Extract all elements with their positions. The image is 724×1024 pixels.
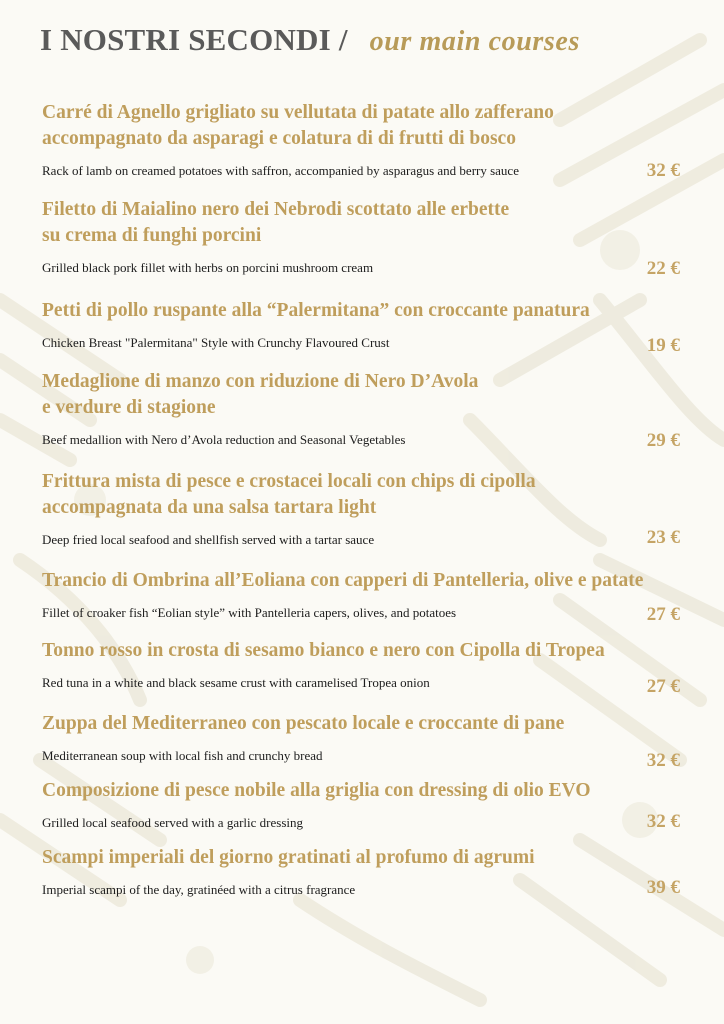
item-price: 27 €	[646, 676, 680, 697]
item-description: Fillet of croaker fish “Eolian style” with Pantelleria capers, olives, and potatoes	[42, 605, 457, 620]
item-price: 29 €	[646, 430, 680, 451]
item-name-line: Tonno rosso in crosta di sesamo bianco e nero con Cipolla di Tropea	[42, 640, 605, 661]
item-name-line: Filetto di Maialino nero dei Nebrodi scottato alle erbette	[42, 199, 510, 220]
item-price: 32 €	[646, 750, 680, 771]
item-description: Grilled black pork fillet with herbs on porcini mushroom cream	[42, 260, 374, 275]
item-name-line: Petti di pollo ruspante alla “Palermitana” con croccante panatura	[42, 300, 590, 321]
item-name-line: Carré di Agnello grigliato su vellutata di patate allo zafferano	[42, 102, 554, 123]
item-name-line: Trancio di Ombrina all’Eoliana con capperi di Pantelleria, olive e patate	[42, 570, 644, 591]
menu-item-croaker	[0, 568, 724, 625]
item-price: 27 €	[646, 604, 680, 625]
menu-item-scampi	[0, 845, 724, 899]
menu-item-soup	[0, 711, 724, 771]
item-name-line: accompagnata da una salsa tartara light	[42, 497, 377, 518]
item-name-line: Scampi imperiali del giorno gratinati al profumo di agrumi	[42, 847, 535, 868]
item-name-line: Zuppa del Mediterraneo con pescato locale e croccante di pane	[42, 713, 565, 734]
item-price: 32 €	[646, 811, 680, 832]
item-price: 39 €	[646, 877, 680, 898]
page-title	[40, 22, 580, 58]
item-name-line: su crema di funghi porcini	[42, 225, 262, 246]
item-description: Red tuna in a white and black sesame crust with caramelised Tropea onion	[42, 675, 430, 690]
menu-item-grilled-fish	[0, 778, 724, 832]
item-name-line: accompagnato da asparagi e colatura di di frutti di bosco	[42, 128, 516, 149]
item-description: Grilled local seafood served with a garlic dressing	[42, 815, 303, 830]
item-name-line: Composizione di pesce nobile alla griglia con dressing di olio EVO	[42, 780, 591, 801]
item-description: Beef medallion with Nero d’Avola reduction and Seasonal Vegetables	[42, 432, 406, 447]
item-name-line: e verdure di stagione	[42, 397, 216, 418]
item-name-line: Medaglione di manzo con riduzione di Nero D’Avola	[42, 371, 479, 392]
item-description: Deep fried local seafood and shellfish served with a tartar sauce	[42, 532, 375, 547]
title-italian: I NOSTRI SECONDI	[40, 22, 331, 57]
item-name-line: Frittura mista di pesce e crostacei locali con chips di cipolla	[42, 471, 536, 492]
menu-item-fried-seafood	[0, 469, 724, 549]
item-description: Imperial scampi of the day, gratinéed with a citrus fragrance	[42, 882, 356, 897]
item-description: Mediterranean soup with local fish and crunchy bread	[42, 748, 323, 763]
title-english: our main courses	[369, 26, 580, 57]
item-price: 23 €	[646, 527, 680, 548]
item-description: Rack of lamb on creamed potatoes with saffron, accompanied by asparagus and berry sauce	[42, 163, 519, 178]
title-separator: /	[338, 22, 348, 57]
item-price: 22 €	[646, 258, 680, 279]
item-price: 19 €	[646, 335, 680, 356]
menu-item-lamb	[0, 100, 724, 180]
item-description: Chicken Breast "Palermitana" Style with Crunchy Flavoured Crust	[42, 335, 390, 350]
menu-item-beef	[0, 369, 724, 449]
menu-item-pork	[0, 197, 724, 277]
menu-item-chicken	[0, 298, 724, 356]
menu-item-tuna	[0, 638, 724, 697]
item-price: 32 €	[646, 160, 680, 181]
